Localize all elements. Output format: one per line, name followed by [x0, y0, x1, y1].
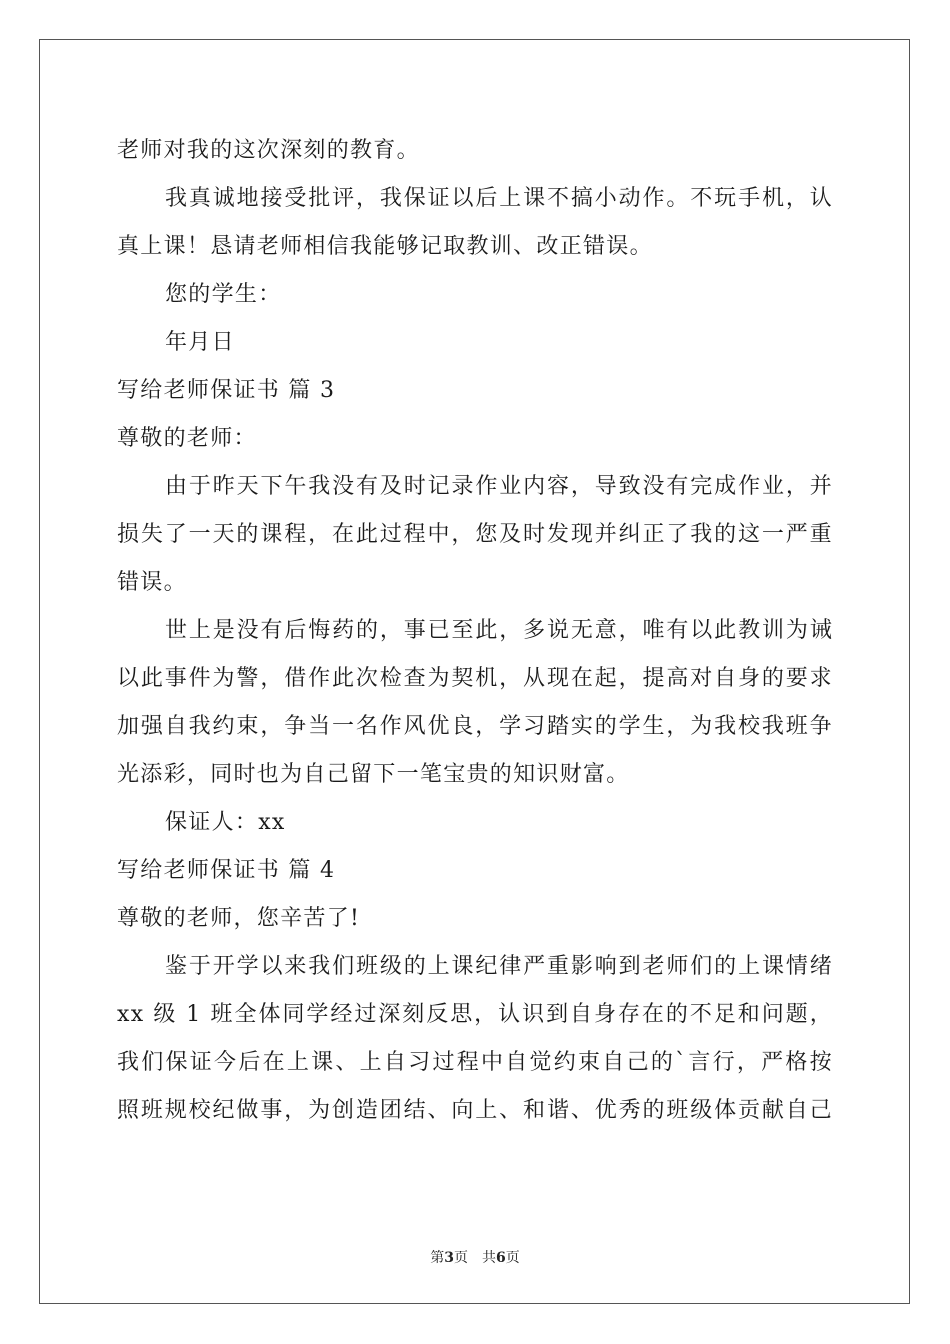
page-prefix: 第 [430, 1250, 445, 1266]
text-line: 光添彩，同时也为自己留下一笔宝贵的知识财富。 [117, 762, 630, 787]
total-prefix: 共 [482, 1250, 496, 1266]
page-footer [0, 1247, 950, 1267]
paragraph-line: 由于昨天下午我没有及时记录作业内容，导致没有完成作业，并 [165, 474, 833, 499]
paragraph-line: 世上是没有后悔药的，事已至此，多说无意，唯有以此教训为诫 [165, 618, 833, 643]
page-number: 3 [444, 1250, 454, 1266]
total-suffix: 页 [505, 1250, 520, 1266]
paragraph-line: xx 级 1 班全体同学经过深刻反思，认识到自身存在的不足和问题， [117, 1002, 833, 1027]
salutation: 尊敬的老师，您辛苦了! [117, 906, 361, 931]
paragraph-line: 以此事件为警，借作此次检查为契机，从现在起，提高对自身的要求 [117, 666, 833, 691]
paragraph-line: 加强自我约束，争当一名作风优良，学习踏实的学生，为我校我班争 [117, 714, 833, 739]
paragraph-line: 损失了一天的课程，在此过程中，您及时发现并纠正了我的这一严重 [117, 522, 833, 547]
signature-label: 您的学生： [165, 282, 282, 307]
text-line: 错误。 [117, 570, 187, 595]
section-heading: 写给老师保证书 篇 3 [117, 378, 336, 403]
salutation: 尊敬的老师： [117, 426, 257, 451]
paragraph-line: 我们保证今后在上课、上自习过程中自觉约束自己的`言行，严格按 [117, 1050, 833, 1075]
text-line: 真上课！恳请老师相信我能够记取教训、改正错误。 [117, 234, 653, 259]
page-suffix: 页 [454, 1250, 468, 1266]
total-pages: 6 [496, 1250, 506, 1266]
guarantor-line: 保证人：xx [165, 810, 286, 835]
paragraph-line: 我真诚地接受批评，我保证以后上课不搞小动作。不玩手机，认 [165, 186, 833, 211]
paragraph-line: 照班规校纪做事，为创造团结、向上、和谐、优秀的班级体贡献自己 [117, 1098, 833, 1123]
section-heading: 写给老师保证书 篇 4 [117, 858, 336, 883]
date-line: 年月日 [165, 330, 235, 355]
paragraph-line: 鉴于开学以来我们班级的上课纪律严重影响到老师们的上课情绪 [165, 954, 833, 979]
document-body [117, 127, 833, 1135]
text-line: 老师对我的这次深刻的教育。 [117, 138, 420, 163]
